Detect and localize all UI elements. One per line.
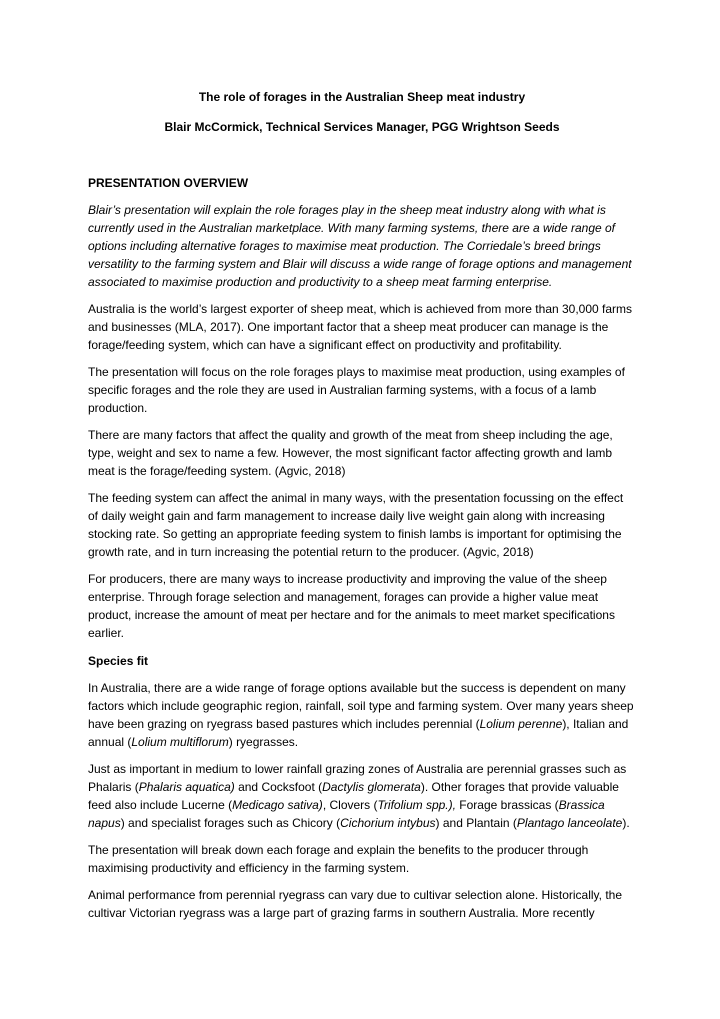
paragraph-perennial-grasses — [88, 760, 636, 832]
document-title: The role of forages in the Australian Sheep meat industry — [198, 90, 526, 104]
species-name: Plantago lanceolate — [516, 816, 623, 830]
paragraph-producers: For producers, there are many ways to increase productivity and improving the value of the sheep enterprise. Through forage selection and management, forages can provide a higher value meat product, increase the amount of meat per hectare and for the animals to meet market specifications earlier. — [88, 572, 615, 640]
overview-paragraph: Blair’s presentation will explain the role forages play in the sheep meat industry along with what is currently used in the Australian marketplace. With many farming systems, there are a wide range of options including alternative forages to maximise meat production. The Corriedale’s breed brings versatility to the farming system and Blair will discuss a wide range of forage options and management associated to maximise production and productivity to a sheep meat farming enterprise. — [88, 203, 632, 289]
species-name: Medicago sativa) — [232, 798, 323, 812]
text-run: ). Other forages that provide valuable feed also include Lucerne ( — [88, 780, 619, 812]
text-run: , Clovers ( — [322, 798, 378, 812]
text-run: Just as important in medium to lower rainfall grazing zones of Australia are perennial grasses such as Phalaris ( — [88, 762, 627, 794]
species-name: Trifolium spp.), — [377, 798, 456, 812]
paragraph-focus: The presentation will focus on the role forages plays to maximise meat production, using examples of specific forages and the role they are used in Australian farming systems, with a focus of a lamb production. — [88, 365, 625, 415]
author-line: Blair McCormick, Technical Services Manager, PGG Wrightson Seeds — [164, 120, 560, 134]
species-fit-heading: Species fit — [88, 654, 149, 668]
species-name: Brassica napus — [88, 798, 605, 830]
species-name: Dactylis glomerata — [322, 780, 421, 794]
text-run: ) and Plantain ( — [435, 816, 517, 830]
species-name: Lolium multiflorum — [131, 735, 229, 749]
species-name: Cichorium intybus — [340, 816, 436, 830]
paragraph-breakdown: The presentation will break down each forage and explain the benefits to the producer through maximising productivity and efficiency in the farming system. — [88, 843, 589, 875]
paragraph-species-options — [88, 679, 636, 751]
paragraph-exporter: Australia is the world’s largest exporter of sheep meat, which is achieved from more than 30,000 farms and businesses (MLA, 2017). One important factor that a sheep meat producer can manage is the forage/feeding system, which can have a significant effect on productivity and profitability. — [88, 302, 633, 352]
text-run: and Cocksfoot ( — [234, 780, 323, 794]
text-run: ) ryegrasses. — [228, 735, 299, 749]
text-run: ), Italian and annual ( — [88, 717, 629, 749]
species-name: Lolium perenne — [479, 717, 563, 731]
text-run: Forage brassicas ( — [455, 798, 559, 812]
text-run: In Australia, there are a wide range of forage options available but the success is dependent on many factors which include geographic region, rainfall, soil type and farming system. Over many years sheep have been grazing on ryegrass based pastures which includes perennial ( — [88, 681, 634, 731]
text-run: ) and specialist forages such as Chicory ( — [120, 816, 341, 830]
document-body — [88, 88, 636, 922]
paragraph-factors: There are many factors that affect the quality and growth of the meat from sheep including the age, type, weight and sex to name a few. However, the most significant factor affecting growth and lamb meat is the forage/feeding system. (Agvic, 2018) — [88, 428, 613, 478]
species-name: Phalaris aquatica) — [138, 780, 235, 794]
paragraph-animal-performance: Animal performance from perennial ryegrass can vary due to cultivar selection alone. Historically, the cultivar Victorian ryegrass was a large part of grazing farms in southern Australia. More recently — [88, 888, 623, 920]
overview-heading: PRESENTATION OVERVIEW — [88, 176, 249, 190]
text-run: ). — [622, 816, 630, 830]
paragraph-feeding-system: The feeding system can affect the animal in many ways, with the presentation focussing on the effect of daily weight gain and farm management to increase daily live weight gain along with increasing stocking rate. So getting an appropriate feeding system to finish lambs is important for optimising the growth rate, and in turn increasing the potential return to the producer. (Agvic, 2018) — [88, 491, 624, 559]
